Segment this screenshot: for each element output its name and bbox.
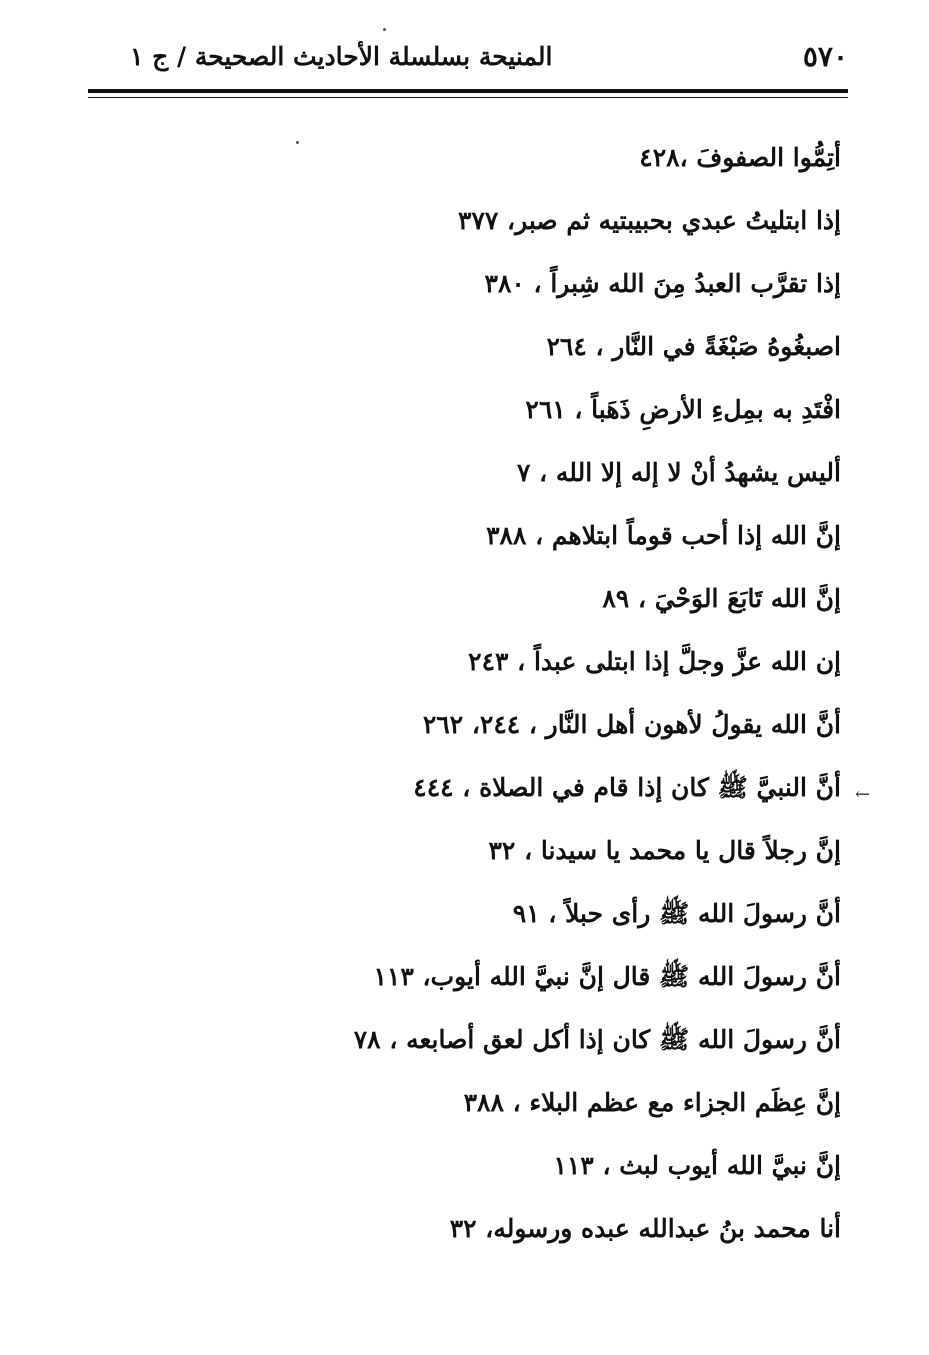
entry-separator: ، — [503, 1088, 530, 1117]
entry-pages: ٢٦٤ — [546, 332, 587, 361]
running-title: المنيحة بسلسلة الأحاديث الصحيحة / ج ١ — [130, 42, 553, 71]
header-rule-thin — [88, 97, 848, 98]
entry-separator: ، — [629, 584, 655, 613]
entry-pages: ٢٤٤، ٢٦٢ — [422, 710, 521, 739]
header-rule-thick — [88, 89, 848, 93]
entry-pages: ٣٧٧ — [458, 206, 499, 235]
margin-arrow-mark: ← — [855, 784, 871, 805]
entry-pages: ٤٤٤ — [413, 773, 454, 802]
entry-text: أنا محمد بنُ عبدالله عبده ورسوله — [493, 1214, 841, 1243]
entry-pages: ٣٨٨ — [486, 521, 527, 550]
entry-separator: ، — [526, 521, 552, 550]
index-entry — [341, 831, 841, 894]
index-entry — [341, 1209, 841, 1272]
entry-pages: ٣٨٨ — [463, 1088, 504, 1117]
entry-pages: ٢٤٣ — [468, 647, 509, 676]
hadith-index-list — [341, 138, 841, 1272]
page-header — [90, 40, 848, 80]
index-entry — [341, 138, 841, 201]
entry-text: أنَّ النبيَّ ﷺ كان إذا قام في الصلاة — [479, 773, 841, 802]
entry-separator: ، — [498, 206, 516, 235]
entry-separator: ، — [586, 332, 613, 361]
entry-separator: ، — [413, 962, 431, 991]
scan-speck — [296, 141, 299, 144]
entry-separator: ، — [524, 269, 551, 298]
entry-pages: ١١٣ — [553, 1151, 594, 1180]
entry-pages: ٢٦١ — [525, 395, 566, 424]
entry-separator: ، — [565, 395, 592, 424]
index-entry — [341, 327, 841, 390]
entry-separator: ، — [380, 1025, 407, 1054]
entry-pages: ٤٢٨ — [639, 143, 680, 172]
entry-separator: ، — [530, 458, 556, 487]
index-entry — [341, 453, 841, 516]
index-entry — [341, 957, 841, 1020]
entry-text: افْتَدِ به بمِلءِ الأرضِ ذَهَباً — [591, 395, 841, 424]
index-entry — [341, 1146, 841, 1209]
entry-separator: ، — [476, 1214, 494, 1243]
index-entry — [341, 579, 841, 642]
entry-pages: ٧ — [516, 458, 531, 487]
entry-separator: ، — [520, 710, 546, 739]
entry-text: إنَّ رجلاً قال يا محمد يا سيدنا — [540, 836, 841, 865]
entry-separator: ، — [539, 899, 566, 928]
entry-text: اصبغُوهُ صَبْغَةً في النَّار — [612, 332, 841, 361]
entry-text: إنَّ عِظَم الجزاء مع عظم البلاء — [529, 1088, 841, 1117]
entry-text: إذا ابتليتُ عبدي بحبيبتيه ثم صبر — [515, 206, 841, 235]
entry-separator: ، — [508, 647, 534, 676]
index-entry — [341, 390, 841, 453]
entry-pages: ١١٣ — [373, 962, 414, 991]
index-entry — [341, 264, 841, 327]
entry-text: إن الله عزَّ وجلَّ إذا ابتلى عبداً — [533, 647, 841, 676]
entry-separator: ، — [593, 1151, 620, 1180]
entry-pages: ٧٨ — [353, 1025, 381, 1054]
entry-text: إنَّ الله إذا أحب قوماً ابتلاهم — [551, 521, 841, 550]
page-number: ٥٧٠ — [802, 40, 848, 73]
index-entry — [341, 1020, 841, 1083]
entry-separator: ، — [515, 836, 541, 865]
scan-speck — [383, 28, 386, 31]
index-entry — [341, 894, 841, 957]
entry-text: إنَّ نبيَّ الله أيوب لبث — [619, 1151, 841, 1180]
entry-text: إذا تقرَّب العبدُ مِنَ الله شِبراً — [550, 269, 841, 298]
index-entry — [341, 516, 841, 579]
entry-text: أتِمُّوا الصفوفَ — [696, 143, 841, 172]
index-entry — [341, 768, 841, 831]
entry-pages: ٣٢ — [449, 1214, 477, 1243]
entry-separator: ، — [453, 773, 480, 802]
entry-pages: ٣٨٠ — [484, 269, 525, 298]
entry-pages: ٨٩ — [602, 584, 630, 613]
entry-pages: ٣٢ — [488, 836, 516, 865]
index-entry — [341, 642, 841, 705]
entry-text: أنَّ رسولَ الله ﷺ قال إنَّ نبيَّ الله أيوب — [430, 962, 841, 991]
entry-pages: ٩١ — [512, 899, 540, 928]
entry-separator: ، — [679, 143, 697, 172]
entry-text: أنَّ رسولَ الله ﷺ كان إذا أكل لعق أصابعه — [406, 1025, 841, 1054]
index-entry — [341, 1083, 841, 1146]
entry-text: أنَّ الله يقولُ لأهون أهل النَّار — [545, 710, 841, 739]
entry-text: أنَّ رسولَ الله ﷺ رأى حبلاً — [565, 899, 841, 928]
index-entry — [341, 705, 841, 768]
entry-text: أليس يشهدُ أنْ لا إله إلا الله — [555, 458, 841, 487]
entry-text: إنَّ الله تَابَعَ الوَحْيَ — [654, 584, 841, 613]
index-entry — [341, 201, 841, 264]
